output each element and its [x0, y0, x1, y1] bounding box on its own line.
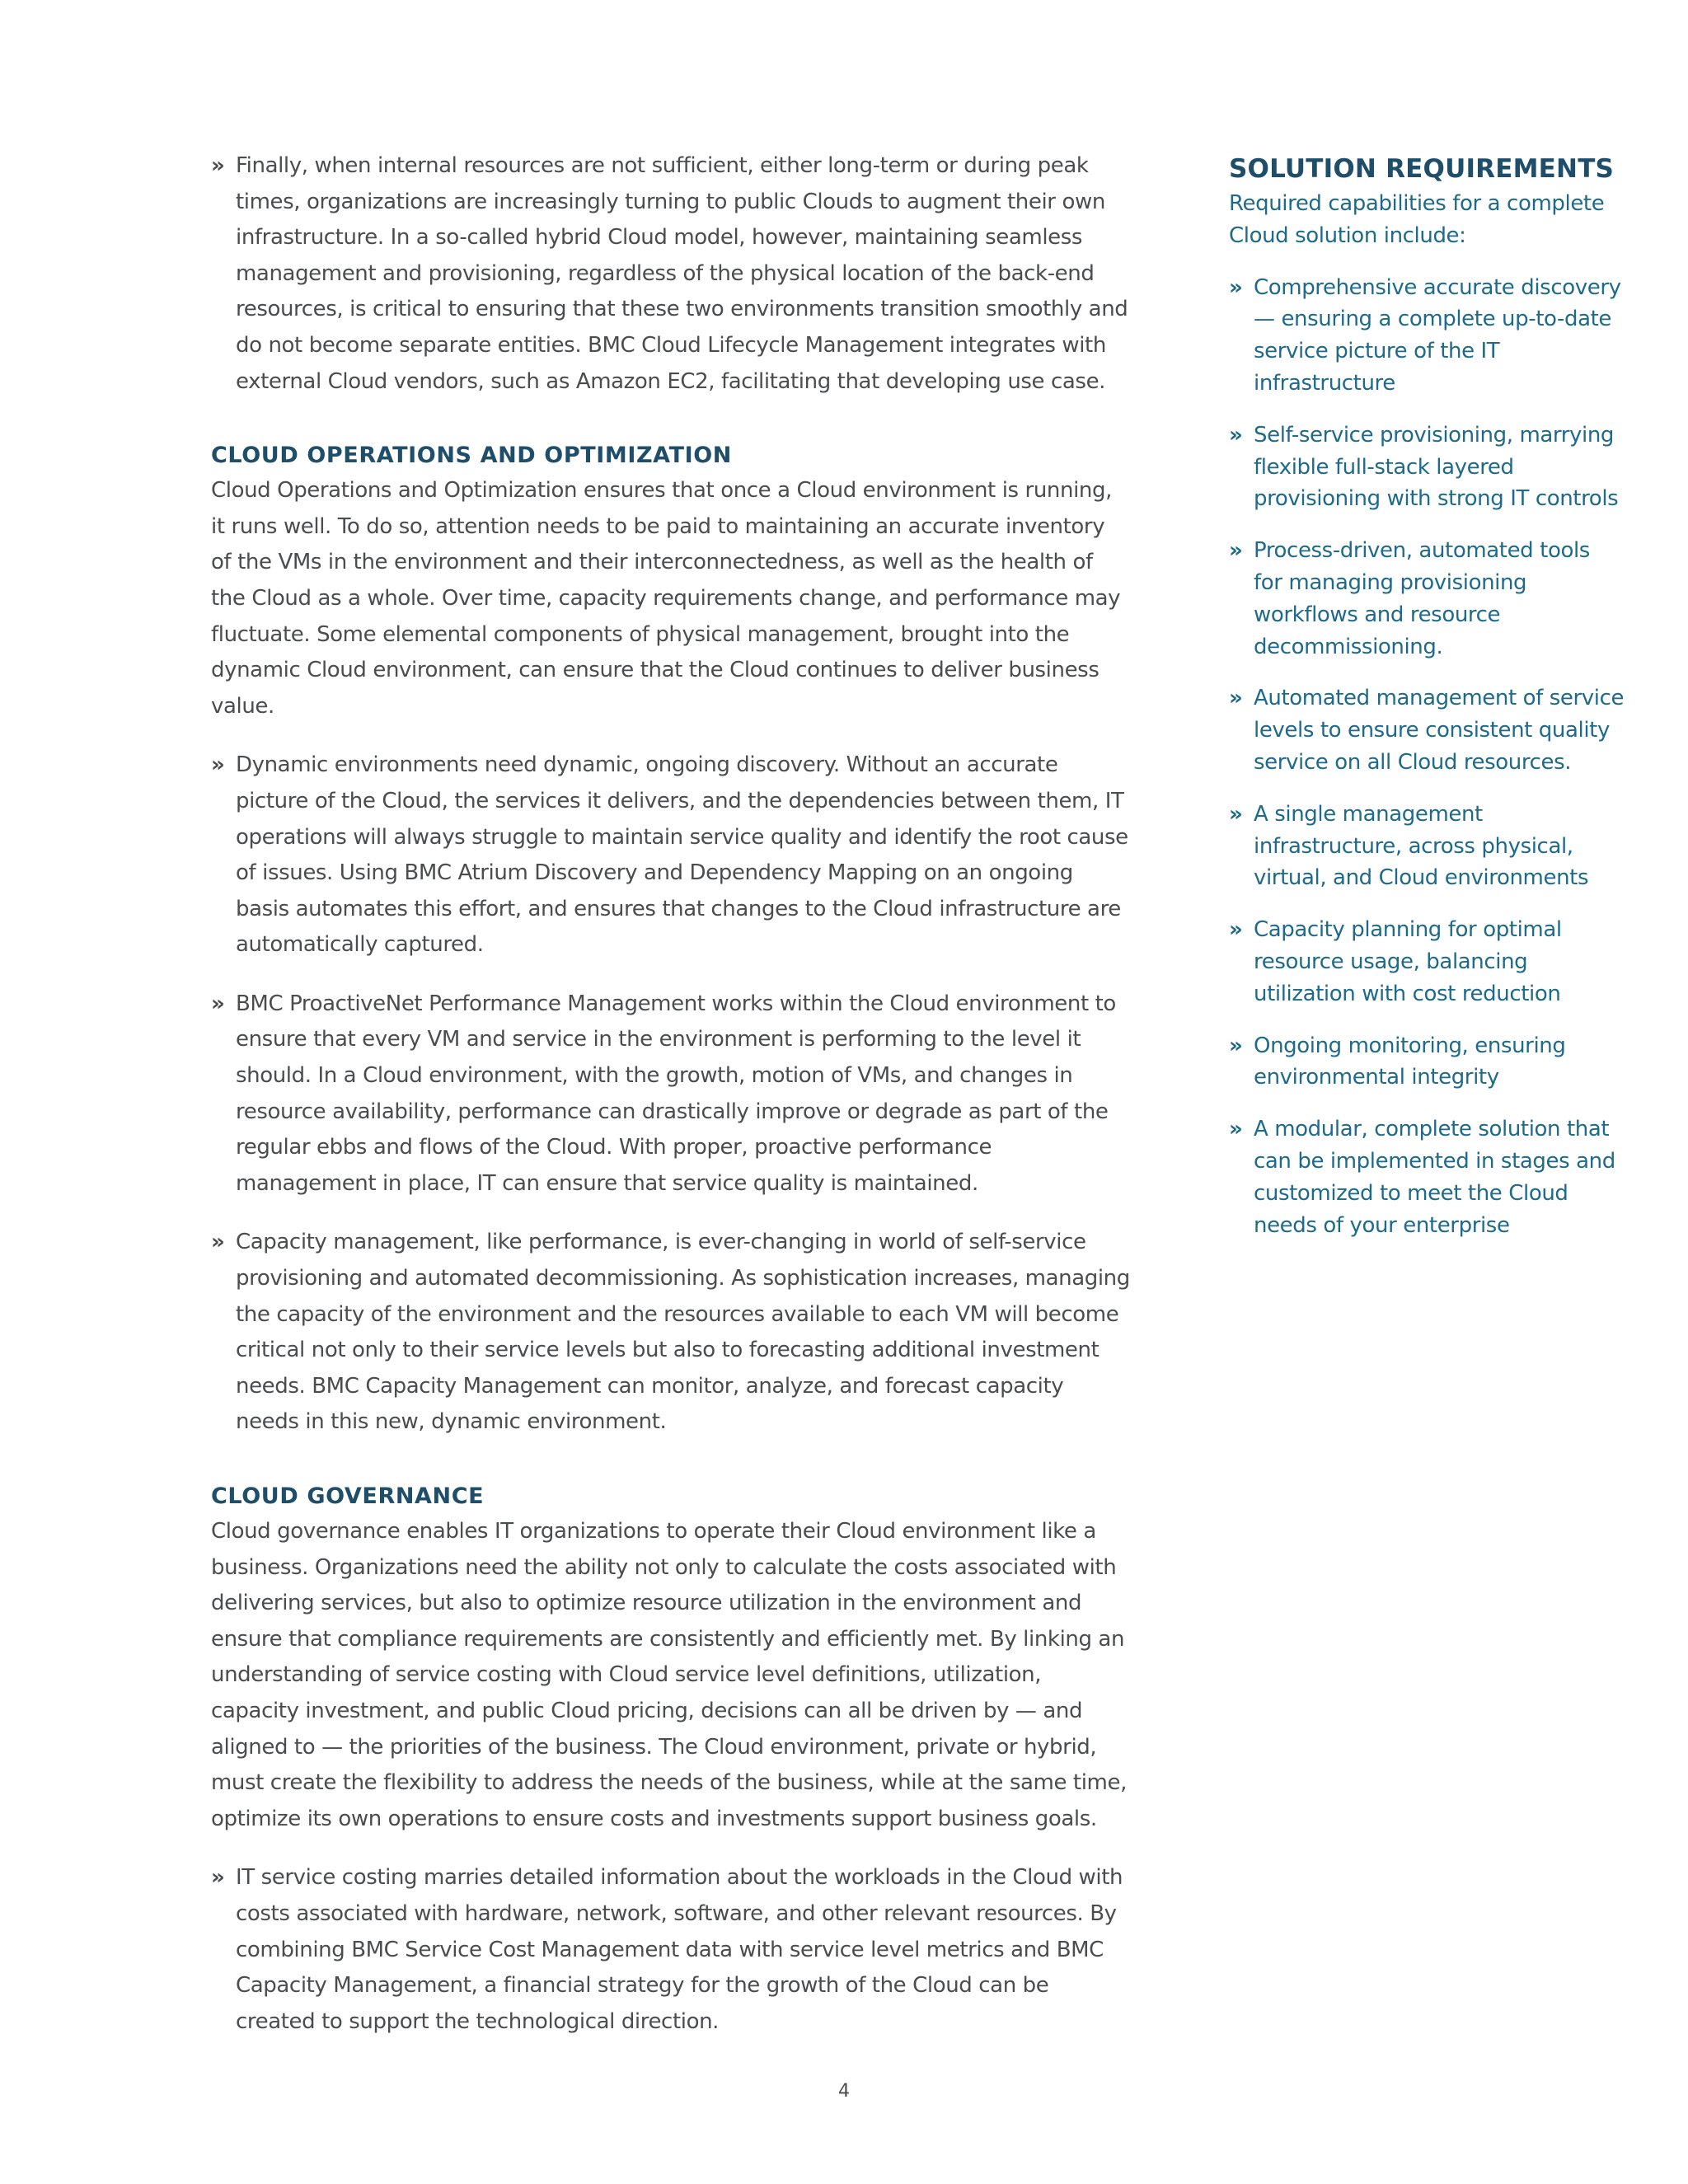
list-item: [1229, 799, 1625, 894]
bullet-marker: »: [1229, 422, 1243, 448]
list-item: [1229, 682, 1625, 778]
sidebar-intro: Required capabilities for a complete Cloud solution include:: [1229, 191, 1605, 248]
list-item-text: Capacity planning for optimal resource usage, balancing utilization with cost reduction: [1254, 917, 1562, 1006]
section-heading-governance: CLOUD GOVERNANCE: [211, 1483, 485, 1509]
section-heading-operations: CLOUD OPERATIONS AND OPTIMIZATION: [211, 443, 732, 469]
bullet-marker: »: [211, 991, 225, 1016]
list-item: [1229, 272, 1625, 400]
list-item-text: A modular, complete solution that can be implemented in stages and customized to meet the Cloud needs of your enterprise: [1254, 1117, 1615, 1238]
bullet-marker: »: [1229, 686, 1243, 711]
list-item-text: Comprehensive accurate discovery — ensuring a complete up-to-date service picture of the IT infrastructure: [1254, 274, 1621, 396]
requirements-list: [1229, 272, 1625, 1242]
bullet-performance: [211, 987, 1130, 1202]
bullet-marker: »: [1229, 1033, 1243, 1058]
list-item-text: Self-service provisioning, marrying flexible full-stack layered provisioning with strong IT controls: [1254, 422, 1619, 512]
main-column: [211, 148, 1130, 2040]
list-item-text: Ongoing monitoring, ensuring environmental integrity: [1254, 1033, 1566, 1090]
list-item: [1229, 914, 1625, 1010]
list-item: [1229, 419, 1625, 515]
bullet-text: IT service costing marries detailed information about the workloads in the Cloud with costs associated with hardware, network, software, and other relevant resources. By combining BMC Service Cost Management data with service level metrics and BMC Capacity Management, a financial strategy for the growth of the Cloud can be created to support the technological direction.: [236, 1865, 1123, 2034]
list-item-text: Process-driven, automated tools for managing provisioning workflows and resource decommissioning.: [1254, 538, 1590, 659]
bullet-text: Dynamic environments need dynamic, ongoing discovery. Without an accurate picture of the Cloud, the services it delivers, and the dependencies between them, IT operations will always struggle to maintain service quality and identify the root cause of issues. Using BMC Atrium Discovery and Dependency Mapping on an ongoing basis automates this effort, and ensures that changes to the Cloud infrastructure are automatically captured.: [236, 752, 1128, 958]
bullet-marker: »: [1229, 538, 1243, 564]
operations-paragraph: Cloud Operations and Optimization ensures that once a Cloud environment is running, it runs well. To do so, attention needs to be paid to maintaining an accurate inventory of the VMs in the environment and their interconnectedness, as well as the health of the Cloud as a whole. Over time, capacity requirements change, and performance may fluctuate. Some elemental components of physical management, brought into the dynamic Cloud environment, can ensure that the Cloud continues to deliver business value.: [211, 478, 1121, 719]
bullet-text: Finally, when internal resources are not sufficient, either long-term or during peak times, organizations are increasingly turning to public Clouds to augment their own infrastructure. In a so-called hybrid Cloud model, however, maintaining seamless management and provisioning, regardless of the physical location of the back-end resources, is critical to ensuring that these two environments transition smoothly and do not become separate entities. BMC Cloud Lifecycle Management integrates with external Cloud vendors, such as Amazon EC2, facilitating that developing use case.: [236, 153, 1128, 394]
bullet-marker: »: [1229, 274, 1243, 300]
page-number: 4: [838, 2081, 850, 2102]
bullet-marker: »: [1229, 917, 1243, 943]
bullet-marker: »: [211, 752, 225, 778]
list-item: [1229, 535, 1625, 663]
bullet-marker: »: [211, 1230, 225, 1255]
list-item: [1229, 1113, 1625, 1241]
bullet-marker: »: [1229, 1117, 1243, 1142]
list-item-text: Automated management of service levels to ensure consistent quality service on all Cloud resources.: [1254, 686, 1625, 775]
governance-paragraph: Cloud governance enables IT organizations to operate their Cloud environment like a business. Organizations need the ability not only to calculate the costs associated with delivering services, but also to optimize resource utilization in the environment and ensure that compliance requirements are consistently and efficiently met. By linking an understanding of service costing with Cloud service level definitions, utilization, capacity investment, and public Cloud pricing, decisions can all be driven by — and aligned to — the priorities of the business. The Cloud environment, private or hybrid, must create the flexibility to address the needs of the business, while at the same time, optimize its own operations to ensure costs and investments support business goals.: [211, 1519, 1127, 1831]
bullet-marker: »: [211, 1865, 225, 1891]
bullet-marker: »: [1229, 801, 1243, 827]
bullet-discovery: [211, 748, 1130, 963]
bullet-text: BMC ProactiveNet Performance Management works within the Cloud environment to ensure that every VM and service in the environment is performing to the level it should. In a Cloud environment, with the growth, motion of VMs, and changes in resource availability, performance can drastically improve or degrade as part of the regular ebbs and flows of the Cloud. With proper, proactive performance management in place, IT can ensure that service quality is maintained.: [236, 991, 1116, 1196]
solution-requirements-sidebar: [1229, 150, 1625, 1261]
bullet-marker: »: [211, 153, 225, 178]
bullet-service-costing: [211, 1860, 1130, 2040]
sidebar-heading: SOLUTION REQUIREMENTS: [1229, 154, 1615, 184]
list-item-text: A single management infrastructure, across physical, virtual, and Cloud environments: [1254, 801, 1589, 891]
bullet-capacity: [211, 1225, 1130, 1441]
list-item: [1229, 1030, 1625, 1094]
bullet-text: Capacity management, like performance, is ever-changing in world of self-service provisioning and automated decommissioning. As sophistication increases, managing the capacity of the environment and the resources available to each VM will become critical not only to their service levels but also to forecasting additional investment needs. BMC Capacity Management can monitor, analyze, and forecast capacity needs in this new, dynamic environment.: [236, 1230, 1130, 1435]
bullet-hybrid-cloud: [211, 148, 1130, 400]
